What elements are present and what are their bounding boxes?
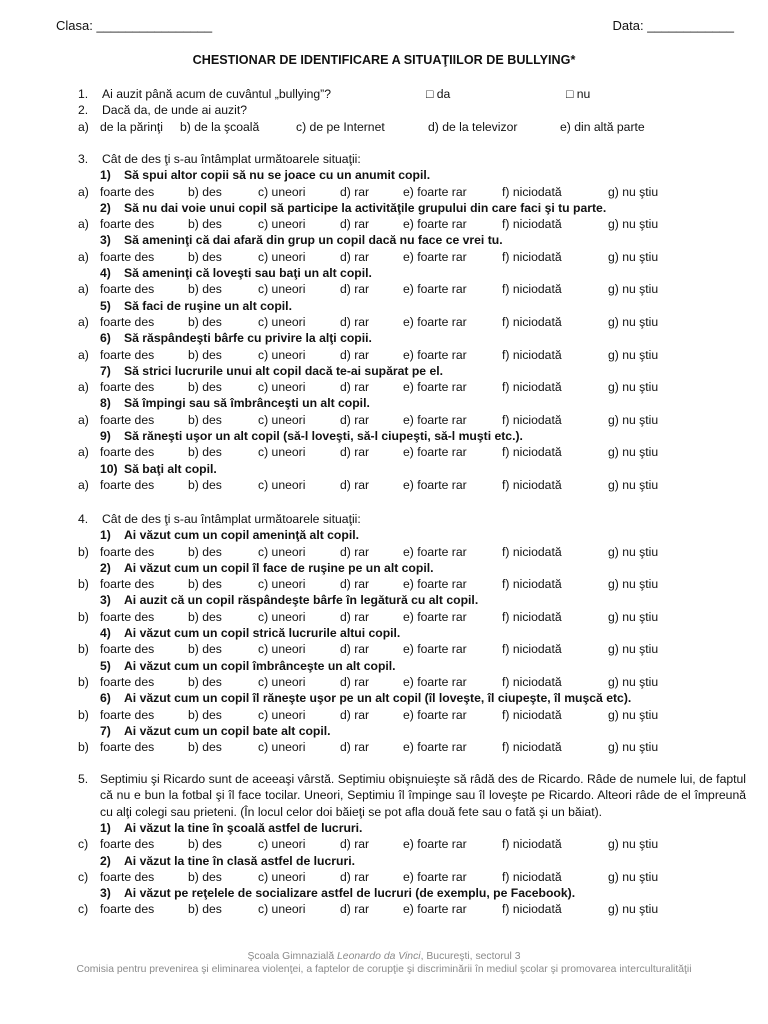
frequency-option[interactable]: d) rar [340,544,370,559]
sub-question-number: 1) [100,168,111,183]
answer-options [78,707,738,723]
question-1 [78,86,738,102]
frequency-option[interactable]: foarte des [100,282,155,297]
question-text: Cât de des ţi s-au întâmplat următoarele situaţii: [102,152,361,166]
frequency-option[interactable]: f) niciodată [502,412,562,427]
sub-question-text: Ai văzut cum un copil îl face de ruşine pe un alt copil. [124,560,434,575]
date-field: Data: ____________ [612,18,734,33]
frequency-option[interactable]: g) nu ştiu [608,740,659,755]
frequency-option[interactable]: g) nu ştiu [608,282,659,297]
frequency-option[interactable]: d) rar [340,869,370,884]
frequency-option[interactable]: b) des [188,674,222,689]
sub-question-text: Ai văzut pe reţelele de socializare astfel de lucruri (de exemplu, pe Facebook). [124,886,576,901]
frequency-option[interactable]: foarte des [100,902,155,917]
frequency-option[interactable]: foarte des [100,347,155,362]
question-text: Ai auzit până acum de cuvântul „bullying”? [102,87,331,101]
frequency-option[interactable]: e) foarte rar [403,609,467,624]
frequency-option[interactable]: b) des [188,380,222,395]
sub-question [78,690,738,706]
question-5-scenario: Septimiu şi Ricardo sunt de aceeaşi vârstă. Septimiu obişnuieşte să râdă des de Ricardo. Râde de numele lui, de faptul că nu e bun la fotbal şi îl face tocilar. Uneori, Septimiu îl împinge sau îl loveşte pe Ricardo. Alteori râde de el împreună cu alţi colegi sau prieteni. (În locul celor doi băieţi se pot afla două fete sau o fată şi un băiat). [100,772,746,819]
frequency-option[interactable]: c) uneori [258,707,306,722]
sub-question-number: 10) [100,461,118,476]
sub-question-text: Ai văzut cum un copil ameninţă alt copil. [124,528,359,543]
question-number: 4. [78,512,89,526]
sub-question [78,527,738,543]
frequency-option[interactable]: foarte des [100,674,155,689]
sub-question-text: Să spui altor copii să nu se joace cu un anumit copil. [124,168,431,183]
frequency-option[interactable]: e) foarte rar [403,347,467,362]
sub-question-text: Să răspândeşti bârfe cu privire la alţi copii. [124,331,372,346]
q2-option[interactable]: de la părinţi [100,119,164,134]
frequency-option[interactable]: f) niciodată [502,740,562,755]
option-no[interactable]: □ nu [566,87,591,101]
option-letter: a) [78,249,89,264]
frequency-option[interactable]: d) rar [340,380,370,395]
frequency-option[interactable]: b) des [188,740,222,755]
option-letter: c) [78,902,89,917]
sub-question [78,560,738,576]
frequency-option[interactable]: d) rar [340,347,370,362]
sub-question-number: 5) [100,658,111,673]
sub-question [78,853,738,869]
frequency-option[interactable]: d) rar [340,642,370,657]
frequency-option[interactable]: f) niciodată [502,707,562,722]
frequency-option[interactable]: d) rar [340,445,370,460]
option-letter: a) [78,119,89,134]
answer-options [78,347,738,363]
q2-option[interactable]: b) de la şcoală [180,119,260,134]
frequency-option[interactable]: g) nu ştiu [608,837,659,852]
frequency-option[interactable]: e) foarte rar [403,869,467,884]
frequency-option[interactable]: f) niciodată [502,249,562,264]
frequency-option[interactable]: f) niciodată [502,609,562,624]
frequency-option[interactable]: e) foarte rar [403,217,467,232]
frequency-option[interactable]: b) des [188,314,222,329]
frequency-option[interactable]: foarte des [100,609,155,624]
frequency-option[interactable]: c) uneori [258,314,306,329]
question-2 [78,102,738,118]
option-letter: b) [78,740,89,755]
frequency-option[interactable]: g) nu ştiu [608,217,659,232]
frequency-option[interactable]: foarte des [100,477,155,492]
answer-options [78,477,738,493]
question-number: 1. [78,87,89,101]
frequency-option[interactable]: c) uneori [258,380,306,395]
sub-question [78,232,738,248]
frequency-option[interactable]: foarte des [100,217,155,232]
sub-question [78,428,738,444]
answer-options [78,836,738,852]
sub-question-text: Să strici lucrurile unui alt copil dacă te-ai supărat pe el. [124,363,444,378]
frequency-option[interactable]: foarte des [100,642,155,657]
sub-question [78,820,738,836]
frequency-option[interactable]: b) des [188,577,222,592]
option-letter: a) [78,380,89,395]
footer [0,950,768,976]
frequency-option[interactable]: f) niciodată [502,184,562,199]
sub-question [78,265,738,281]
question-number: 2. [78,103,89,118]
frequency-option[interactable]: d) rar [340,477,370,492]
sub-question [78,330,738,346]
sub-question [78,658,738,674]
sub-question-text: Să nu dai voie unui copil să participe la activităţile grupului din care faci şi tu parte. [124,200,607,215]
frequency-option[interactable]: e) foarte rar [403,314,467,329]
frequency-option[interactable]: c) uneori [258,282,306,297]
frequency-option[interactable]: e) foarte rar [403,544,467,559]
frequency-option[interactable]: e) foarte rar [403,674,467,689]
sub-question-number: 4) [100,626,111,641]
sub-question-number: 3) [100,593,111,608]
question-3-header [78,151,738,167]
frequency-option[interactable]: d) rar [340,577,370,592]
sub-question-text: Să faci de ruşine un alt copil. [124,298,292,313]
frequency-option[interactable]: g) nu ştiu [608,707,659,722]
frequency-option[interactable]: b) des [188,837,222,852]
answer-options [78,739,738,755]
option-letter: a) [78,477,89,492]
frequency-option[interactable]: c) uneori [258,869,306,884]
question-5 [78,820,738,918]
frequency-option[interactable]: g) nu ştiu [608,445,659,460]
frequency-option[interactable]: e) foarte rar [403,477,467,492]
frequency-option[interactable]: d) rar [340,837,370,852]
frequency-option[interactable]: c) uneori [258,577,306,592]
frequency-option[interactable]: d) rar [340,184,370,199]
frequency-option[interactable]: b) des [188,609,222,624]
sub-question-number: 2) [100,853,111,868]
answer-options [78,544,738,560]
frequency-option[interactable]: f) niciodată [502,347,562,362]
frequency-option[interactable]: foarte des [100,837,155,852]
sub-question-text: Să ameninţi că dai afară din grup un copil dacă nu face ce vrei tu. [124,233,503,248]
question-4 [78,511,738,755]
option-letter: b) [78,642,89,657]
q2-option[interactable]: c) de pe Internet [296,119,385,134]
frequency-option[interactable]: d) rar [340,217,370,232]
frequency-option[interactable]: foarte des [100,445,155,460]
frequency-option[interactable]: c) uneori [258,445,306,460]
answer-options [78,184,738,200]
sub-question-number: 9) [100,429,111,444]
frequency-option[interactable]: e) foarte rar [403,642,467,657]
option-letter: a) [78,347,89,362]
sub-question [78,461,738,477]
sub-question-text: Ai văzut cum un copil bate alt copil. [124,723,331,738]
sub-question-number: 2) [100,200,111,215]
sub-question-text: Ai văzut cum un copil strică lucrurile altui copil. [124,626,401,641]
sub-question [78,723,738,739]
frequency-option[interactable]: f) niciodată [502,837,562,852]
sub-question-number: 1) [100,528,111,543]
frequency-option[interactable]: f) niciodată [502,544,562,559]
question-number: 3. [78,152,89,166]
frequency-option[interactable]: f) niciodată [502,314,562,329]
frequency-option[interactable]: d) rar [340,674,370,689]
answer-options [78,576,738,592]
frequency-option[interactable]: g) nu ştiu [608,347,659,362]
frequency-option[interactable]: d) rar [340,282,370,297]
frequency-option[interactable]: e) foarte rar [403,412,467,427]
sub-question [78,885,738,901]
question-4-header [78,511,738,527]
answer-options [78,674,738,690]
sub-question-text: Să ameninţi că loveşti sau baţi un alt copil. [124,266,372,281]
frequency-option[interactable]: c) uneori [258,642,306,657]
question-1-2 [78,86,738,135]
frequency-option[interactable]: g) nu ştiu [608,674,659,689]
frequency-option[interactable]: c) uneori [258,412,306,427]
class-field: Clasa: ________________ [56,18,213,33]
frequency-option[interactable]: f) niciodată [502,445,562,460]
frequency-option[interactable]: g) nu ştiu [608,577,659,592]
sub-question-text: Ai văzut la tine în clasă astfel de lucruri. [124,853,355,868]
answer-options [78,412,738,428]
sub-question-text: Ai auzit că un copil răspândeşte bârfe în legătură cu alt copil. [124,593,479,608]
frequency-option[interactable]: d) rar [340,412,370,427]
answer-options [78,281,738,297]
frequency-option[interactable]: b) des [188,249,222,264]
sub-question-number: 5) [100,298,111,313]
frequency-option[interactable]: g) nu ştiu [608,184,659,199]
option-letter: b) [78,707,89,722]
answer-options [78,249,738,265]
frequency-option[interactable]: c) uneori [258,740,306,755]
frequency-option[interactable]: g) nu ştiu [608,249,659,264]
frequency-option[interactable]: f) niciodată [502,380,562,395]
sub-question [78,592,738,608]
sub-question [78,200,738,216]
frequency-option[interactable]: b) des [188,477,222,492]
option-letter: b) [78,577,89,592]
frequency-option[interactable]: f) niciodată [502,217,562,232]
frequency-option[interactable]: c) uneori [258,544,306,559]
answer-options [78,314,738,330]
frequency-option[interactable]: foarte des [100,740,155,755]
frequency-option[interactable]: e) foarte rar [403,577,467,592]
frequency-option[interactable]: b) des [188,544,222,559]
frequency-option[interactable]: g) nu ştiu [608,642,659,657]
option-letter: c) [78,869,89,884]
frequency-option[interactable]: c) uneori [258,902,306,917]
frequency-option[interactable]: c) uneori [258,249,306,264]
frequency-option[interactable]: e) foarte rar [403,282,467,297]
sub-question [78,363,738,379]
frequency-option[interactable]: g) nu ştiu [608,869,659,884]
question-text: Dacă da, de unde ai auzit? [102,103,248,118]
frequency-option[interactable]: b) des [188,184,222,199]
answer-options [78,901,738,917]
frequency-option[interactable]: e) foarte rar [403,380,467,395]
frequency-option[interactable]: foarte des [100,412,155,427]
frequency-option[interactable]: c) uneori [258,347,306,362]
q2-option[interactable]: d) de la televizor [428,119,518,134]
answer-options [78,379,738,395]
frequency-option[interactable]: g) nu ştiu [608,544,659,559]
frequency-option[interactable]: g) nu ştiu [608,314,659,329]
sub-question-number: 4) [100,266,111,281]
frequency-option[interactable]: foarte des [100,249,155,264]
answer-options [78,216,738,232]
frequency-option[interactable]: e) foarte rar [403,837,467,852]
option-yes[interactable]: □ da [426,87,451,101]
frequency-option[interactable]: f) niciodată [502,577,562,592]
sub-question-number: 7) [100,723,111,738]
sub-question [78,298,738,314]
sub-question-text: Ai văzut cum un copil îmbrânceşte un alt copil. [124,658,396,673]
option-letter: b) [78,544,89,559]
question-3 [78,151,738,493]
option-letter: a) [78,412,89,427]
sub-question [78,167,738,183]
frequency-option[interactable]: e) foarte rar [403,707,467,722]
frequency-option[interactable]: d) rar [340,609,370,624]
sub-question [78,625,738,641]
frequency-option[interactable]: b) des [188,347,222,362]
frequency-option[interactable]: b) des [188,869,222,884]
frequency-option[interactable]: c) uneori [258,184,306,199]
frequency-option[interactable]: f) niciodată [502,282,562,297]
frequency-option[interactable]: c) uneori [258,674,306,689]
option-letter: b) [78,609,89,624]
frequency-option[interactable]: d) rar [340,740,370,755]
answer-options [78,609,738,625]
sub-question-text: Să împingi sau să îmbrânceşti un alt copil. [124,396,370,411]
sub-question-text: Să răneşti uşor un alt copil (să-l loveşti, să-l ciupeşti, să-l muşti etc.). [124,429,523,444]
answer-options [78,641,738,657]
sub-question-text: Să baţi alt copil. [124,461,217,476]
sub-question-number: 8) [100,396,111,411]
frequency-option[interactable]: c) uneori [258,837,306,852]
frequency-option[interactable]: d) rar [340,707,370,722]
sub-question-text: Ai văzut cum un copil îl răneşte uşor pe un alt copil (îl loveşte, îl ciupeşte, îl muşcă etc). [124,691,632,706]
frequency-option[interactable]: g) nu ştiu [608,609,659,624]
question-text: Cât de des ţi s-au întâmplat următoarele situaţii: [102,512,361,526]
frequency-option[interactable]: b) des [188,282,222,297]
sub-question-number: 3) [100,886,111,901]
frequency-option[interactable]: d) rar [340,314,370,329]
frequency-option[interactable]: g) nu ştiu [608,477,659,492]
frequency-option[interactable]: g) nu ştiu [608,380,659,395]
option-letter: a) [78,445,89,460]
answer-options [78,444,738,460]
frequency-option[interactable]: b) des [188,642,222,657]
frequency-option[interactable]: foarte des [100,707,155,722]
frequency-option[interactable]: foarte des [100,869,155,884]
sub-question-number: 1) [100,821,111,835]
frequency-option[interactable]: f) niciodată [502,642,562,657]
frequency-option[interactable]: e) foarte rar [403,249,467,264]
frequency-option[interactable]: g) nu ştiu [608,902,659,917]
sub-question-number: 2) [100,560,111,575]
option-letter: a) [78,184,89,199]
frequency-option[interactable]: e) foarte rar [403,184,467,199]
option-letter: b) [78,674,89,689]
frequency-option[interactable]: f) niciodată [502,674,562,689]
frequency-option[interactable]: foarte des [100,544,155,559]
option-letter: a) [78,217,89,232]
frequency-option[interactable]: foarte des [100,314,155,329]
commission-name: Comisia pentru prevenirea şi eliminarea violenţei, a faptelor de corupţie şi discriminării în mediul şcolar şi promovarea interculturalităţii [76,964,692,975]
option-letter: a) [78,314,89,329]
frequency-option[interactable]: e) foarte rar [403,740,467,755]
frequency-option[interactable]: g) nu ştiu [608,412,659,427]
frequency-option[interactable]: e) foarte rar [403,902,467,917]
sub-question [78,395,738,411]
frequency-option[interactable]: d) rar [340,902,370,917]
frequency-option[interactable]: c) uneori [258,609,306,624]
frequency-option[interactable]: d) rar [340,249,370,264]
frequency-option[interactable]: f) niciodată [502,477,562,492]
school-name: Şcoala Gimnazială Leonardo da Vinci, Bucureşti, sectorul 3 [247,951,521,962]
frequency-option[interactable]: c) uneori [258,477,306,492]
page-title: CHESTIONAR DE IDENTIFICARE A SITUAŢIILOR DE BULLYING* [192,53,576,67]
sub-question-number: 6) [100,331,111,346]
frequency-option[interactable]: f) niciodată [502,869,562,884]
frequency-option[interactable]: foarte des [100,380,155,395]
frequency-option[interactable]: f) niciodată [502,902,562,917]
answer-options [78,869,738,885]
option-letter: c) [78,837,89,852]
frequency-option[interactable]: b) des [188,902,222,917]
frequency-option[interactable]: foarte des [100,577,155,592]
option-letter: a) [78,282,89,297]
frequency-option[interactable]: e) foarte rar [403,445,467,460]
frequency-option[interactable]: b) des [188,445,222,460]
header [56,18,734,36]
frequency-option[interactable]: b) des [188,707,222,722]
frequency-option[interactable]: foarte des [100,184,155,199]
frequency-option[interactable]: b) des [188,217,222,232]
sub-question-number: 3) [100,233,111,248]
question-number: 5. [78,772,89,786]
question-2-options [78,119,738,135]
frequency-option[interactable]: c) uneori [258,217,306,232]
q2-option[interactable]: e) din altă parte [560,119,645,134]
sub-question-number: 7) [100,363,111,378]
sub-question-number: 6) [100,691,111,706]
sub-question-text: Ai văzut la tine în şcoală astfel de lucruri. [124,821,363,835]
frequency-option[interactable]: b) des [188,412,222,427]
